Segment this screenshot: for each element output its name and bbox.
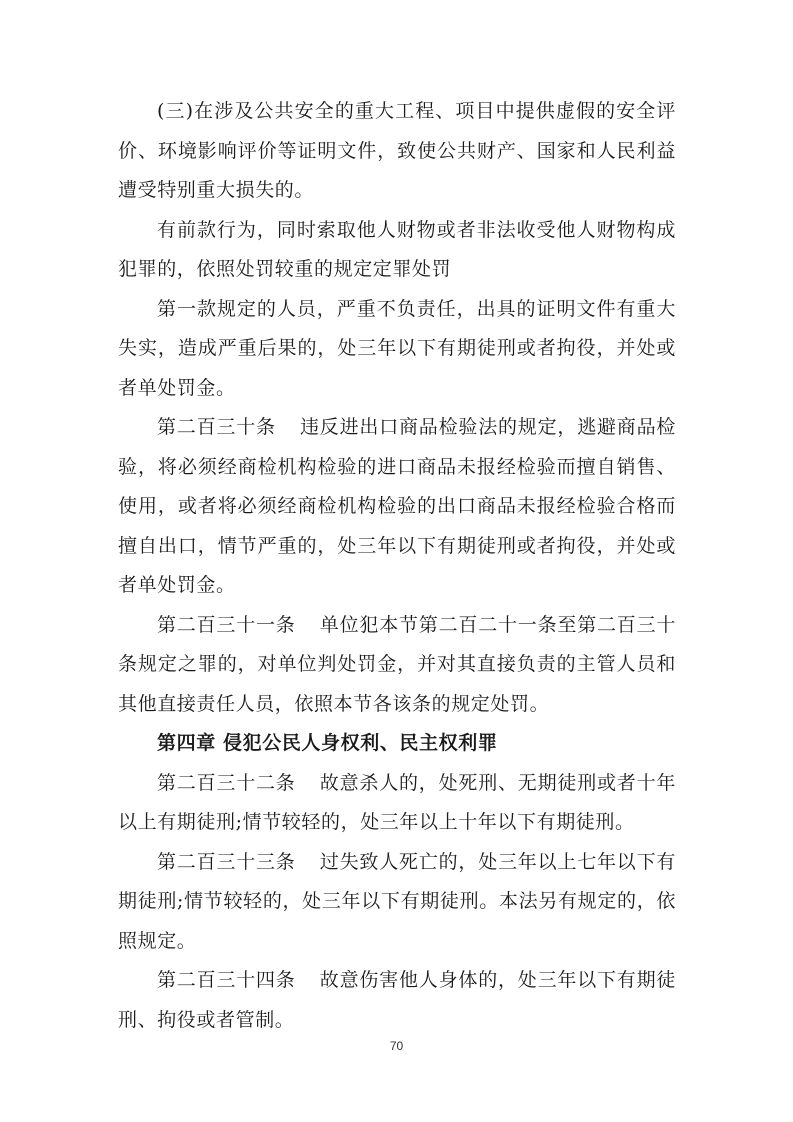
article-232 [118,764,676,843]
article-number: 第二百三十一条 [157,613,296,636]
article-number: 第二百三十三条 [157,850,296,873]
article-230 [118,408,676,606]
article-234 [118,961,676,1040]
chapter-heading: 第四章 侵犯公民人身权利、民主权利罪 [157,732,498,754]
article-text: 单位犯本节第二百二十一条至第二百三十条规定之罪的，对单位判处罚金，并对其直接负责的主管人员和其他直接责任人员，依照本节各该条的规定处罚。 [118,613,676,715]
article-text: 故意杀人的，处死刑、无期徒刑或者十年以上有期徒刑;情节较轻的，处三年以上十年以下有期徒刑。 [118,771,676,833]
article-text: 违反进出口商品检验法的规定，逃避商品检验，将必须经商检机构检验的进口商品未报经检验而擅自销售、使用，或者将必须经商检机构检验的出口商品未报经检验合格而擅自出口，情节严重的，处三年以下有期徒刑或者拘役，并处或者单处罚金。 [118,416,676,596]
paragraph-1: (三)在涉及公共安全的重大工程、项目中提供虚假的安全评价、环境影响评价等证明文件，致使公共财产、国家和人民利益遭受特别重大损失的。 [118,100,676,201]
article-number: 第二百三十四条 [157,969,296,991]
article-text: 过失致人死亡的，处三年以上七年以下有期徒刑;情节较轻的，处三年以下有期徒刑。本法另有规定的，依照规定。 [118,850,676,952]
article-231 [118,606,676,725]
paragraph-2: 有前款行为，同时索取他人财物或者非法收受他人财物构成犯罪的，依照处罚较重的规定定罪处罚 [118,218,676,280]
article-number: 第二百三十二条 [157,771,296,794]
paragraph-3: 第一款规定的人员，严重不负责任，出具的证明文件有重大失实，造成严重后果的，处三年以下有期徒刑或者拘役，并处或者单处罚金。 [118,297,676,399]
page-number: 70 [389,1039,404,1053]
article-number: 第二百三十条 [157,416,276,438]
document-body [118,92,676,1040]
article-text: 故意伤害他人身体的，处三年以下有期徒刑、拘役或者管制。 [118,969,676,1031]
article-233 [118,843,676,962]
